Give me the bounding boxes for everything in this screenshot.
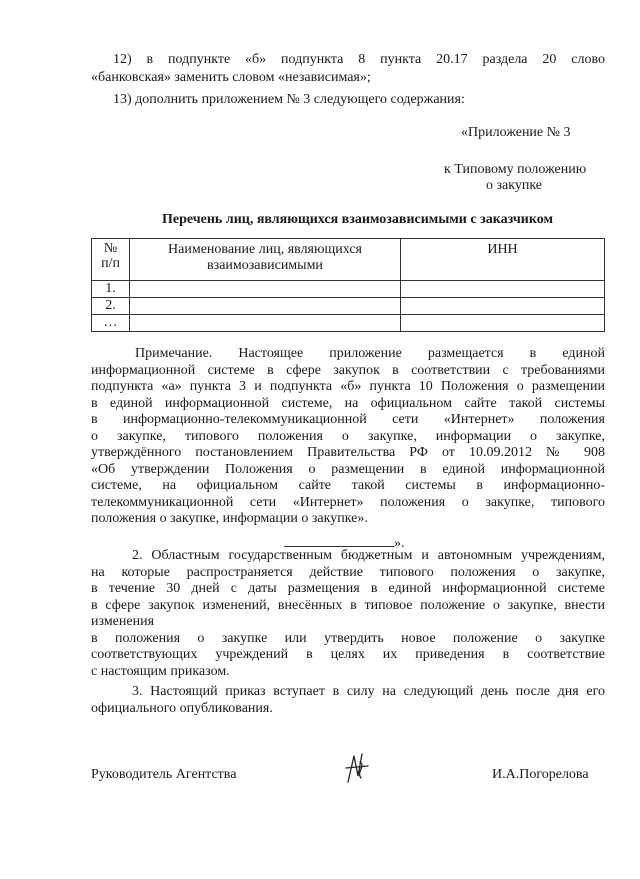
item13-line: 13) дополнить приложением № 3 следующего содержания:	[113, 92, 465, 107]
list-title: Перечень лиц, являющихся взаимозависимыми с заказчиком	[162, 212, 554, 227]
clause2-paragraph	[91, 548, 605, 680]
table-row	[92, 281, 605, 298]
row-num-3: …	[92, 315, 130, 332]
note-line: в информационно-телекоммуникационной сети «Интернет» положения	[91, 412, 605, 427]
closing-underline	[284, 534, 394, 547]
table-row	[92, 298, 605, 315]
header-num-line2: п/п	[101, 256, 120, 271]
header-num-line1: №	[103, 241, 118, 256]
signatory-name: И.А.Погорелова	[492, 767, 589, 782]
item12-line1: 12) в подпункте «б» подпункта 8 пункта 20.17 раздела 20 слово	[113, 52, 605, 67]
appendix-ref-line2: о закупке	[486, 178, 543, 193]
clause3-line1: 3. Настоящий приказ вступает в силу на следующий день после дня его	[132, 684, 605, 699]
clause2-line: 2. Областным государственным бюджетным и автономным учреждениям,	[132, 548, 605, 563]
closing-quote: ».	[394, 536, 405, 551]
clause2-line: изменения	[91, 614, 155, 629]
row-num-1: 1.	[92, 281, 130, 298]
row-name-1	[130, 281, 401, 298]
handwritten-signature	[338, 748, 378, 788]
note-line: в единой информационной системе, на официальном сайте такой системы	[91, 395, 605, 411]
row-inn-3	[401, 315, 605, 332]
header-num-cell	[92, 239, 130, 281]
appendix-ref-line1: к Типовому положению	[444, 162, 587, 177]
clause2-line: в течение 30 дней с даты размещения в единой информационной системе	[91, 581, 605, 596]
item12-line2: «банковская» заменить словом «независимая»;	[91, 70, 371, 85]
row-inn-1	[401, 281, 605, 298]
clause2-line: на которые распространяется действие типового положения о закупке,	[91, 564, 605, 580]
note-line: положения о закупке, информации о закупке».	[91, 511, 368, 526]
clause2-line: с настоящим приказом.	[91, 663, 230, 679]
header-name-cell	[130, 239, 401, 281]
appendix-number: «Приложение № 3	[461, 125, 571, 140]
header-inn: ИНН	[487, 242, 518, 257]
clause2-line: в положения о закупке или утвердить новое положение о закупке	[91, 630, 605, 646]
header-name-line1: Наименование лиц, являющихся	[168, 242, 362, 257]
note-line: «Об утверждении Положения о размещении в единой информационной	[91, 461, 605, 477]
clause2-line: в сфере закупок изменений, внесённых в типовое положение о закупке, внести	[91, 597, 605, 613]
header-name-line2: взаимозависимыми	[207, 258, 323, 273]
note-line: утверждённого постановлением Правительства РФ от 10.09.2012 № 908	[91, 445, 605, 460]
note-paragraph	[91, 346, 605, 528]
note-line: информационной системе в сфере закупок в соответствии с требованиями	[91, 362, 605, 378]
clause3-line2: официального опубликования.	[91, 701, 273, 716]
interdependent-persons-table	[91, 238, 605, 332]
note-line: подпункта «а» пункта 3 и подпункта «б» пункта 10 Положения о размещении	[91, 379, 605, 394]
clause2-line: соответствующих учреждений в целях их приведения в соответствие	[91, 647, 605, 662]
row-num-2: 2.	[92, 298, 130, 315]
row-inn-2	[401, 298, 605, 315]
row-name-2	[130, 298, 401, 315]
note-line: о закупке, типового положения о закупке, информации о закупке,	[91, 428, 605, 444]
note-line: системе, на официальном сайте такой системы в информационно-	[91, 478, 605, 493]
header-inn-cell	[401, 239, 605, 281]
note-line: телекоммуникационной сети «Интернет» положения о закупке, типового	[91, 494, 605, 510]
note-line: Примечание. Настоящее приложение размещается в единой	[135, 346, 605, 361]
row-name-3	[130, 315, 401, 332]
signatory-position: Руководитель Агентства	[91, 767, 237, 782]
table-header-row	[92, 239, 605, 281]
table-row	[92, 315, 605, 332]
